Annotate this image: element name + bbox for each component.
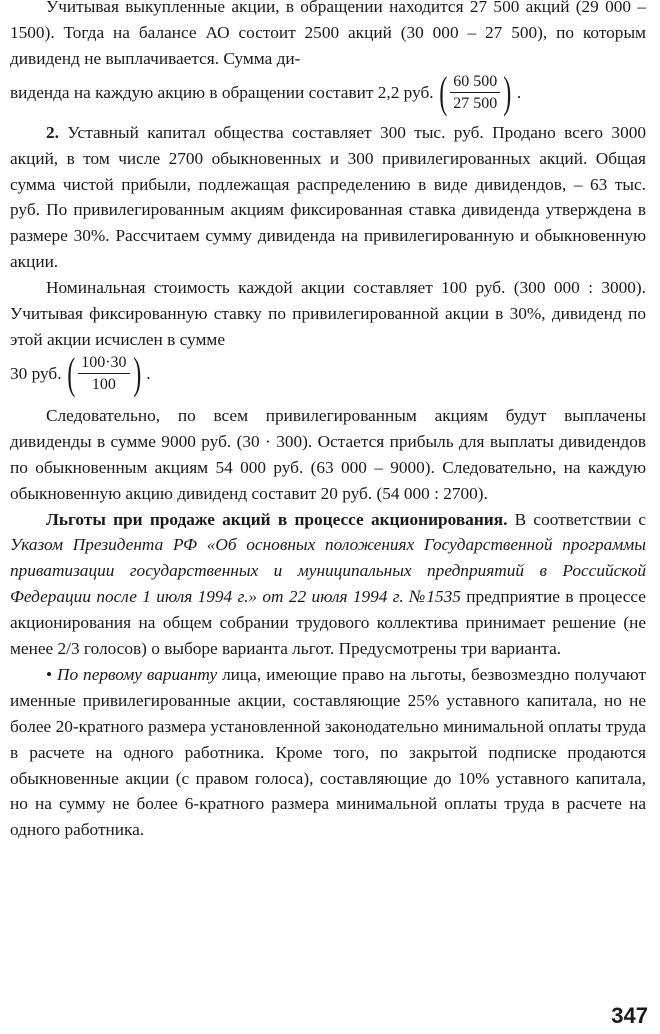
fraction-1-numerator: 60 500 <box>450 71 500 93</box>
paragraph-5-text-before: В соответствии с <box>514 509 646 529</box>
paragraph-4 <box>10 403 646 507</box>
paragraph-5 <box>10 507 646 662</box>
page-number: 347 <box>611 1003 648 1028</box>
left-paren-icon: ( <box>438 67 447 117</box>
paragraph-3 <box>10 275 646 353</box>
paragraph-6 <box>10 662 646 843</box>
decree-reference: Указом Президента РФ «Об основных положениях Государственной программы приватизации государственных и муниципальных предприятий в Российской Федерации после 1 июля 1994 г.» от 22 июля 1994 г. №1535 <box>10 535 646 607</box>
fraction-1 <box>436 67 515 117</box>
paragraph-2 <box>10 120 646 275</box>
fraction-1-denominator: 27 500 <box>453 95 498 113</box>
fraction-2-denominator: 100 <box>91 376 116 394</box>
paragraph-3-text: Номинальная стоимость каждой акции составляет 100 руб. (300 000 : 3000). Учитывая фиксированную ставку по привилегированной акции в 30%, дивиденд по этой акции исчислен в сумме <box>10 278 646 349</box>
paragraph-1-formula-line <box>10 67 646 117</box>
left-paren-icon: ( <box>66 348 75 398</box>
paragraph-3-line-start: 30 руб. <box>10 363 62 383</box>
paragraph-2-text: Уставный капитал общества составляет 300 тыс. руб. Продано всего 3000 акций, в том числе 2700 обыкновенных и 300 привилегированных акций. Общая сумма чистой прибыли, подлежащая распределению в виде дивидендов, – 63 тыс. руб. По привилегированным акциям фиксированная ставка дивиденда утверждена в размере 30%. Рассчитаем сумму дивиденда на привилегированную и обыкновенную акции. <box>10 122 646 272</box>
right-paren-icon: ) <box>503 67 512 117</box>
right-paren-icon: ) <box>132 348 141 398</box>
paragraph-6-text: лица, имеющие право на льготы, безвозмездно получают именные привилегированные акции, составляющие 25% уставного капитала, но не более 20-кратного размера установленной законодательно минимальной оплаты труда в расчете на одного работника. Кроме того, по закрытой подписке продаются обыкновенные акции (с правом голоса), составляющие до 10% уставного капитала, но на сумму не более 6-кратного размера минимальной оплаты труда в расчете на одного работника. <box>10 664 647 840</box>
fraction-2-after: . <box>146 363 151 383</box>
paragraph-5-text-after: предприятие в процессе акционирования на общем собрании трудового коллектива принимает решение (не менее 2/3 голосов) о выборе варианта льгот. Предусмотрены три варианта. <box>10 587 646 659</box>
fraction-2-numerator: 100·30 <box>78 352 129 374</box>
bullet-icon: • <box>46 664 53 684</box>
paragraph-1-line-end: виденда на каждую акцию в обращении составит 2,2 руб. <box>10 82 434 102</box>
variant-one-label: По первому варианту <box>57 664 218 684</box>
page-body <box>10 0 646 843</box>
paragraph-4-text: Следовательно, по всем привилегированным акциям будут выплачены дивиденды в сумме 9000 руб. (30 · 300). Остается прибыль для выплаты дивидендов по обыкновенным акциям 54 000 руб. (63 000 – 9000). Следовательно, на каждую обыкновенную акцию дивиденд составит 20 руб. (54 000 : 2700). <box>10 405 646 503</box>
fraction-1-after: . <box>516 82 522 102</box>
section-heading: Льготы при продаже акций в процессе акционирования. <box>46 509 508 529</box>
paragraph-3-formula-line <box>10 348 646 398</box>
paragraph-1-text: Учитывая выкупленные акции, в обращении находится 27 500 акций (29 000 – 1500). Тогда на балансе АО состоит 2500 акций (30 000 – 27 500), по которым дивиденд не выплачивается. Сумма ди- <box>10 0 646 68</box>
paragraph-2-number: 2. <box>46 122 59 142</box>
paragraph-1 <box>10 0 646 72</box>
fraction-2 <box>64 348 145 398</box>
